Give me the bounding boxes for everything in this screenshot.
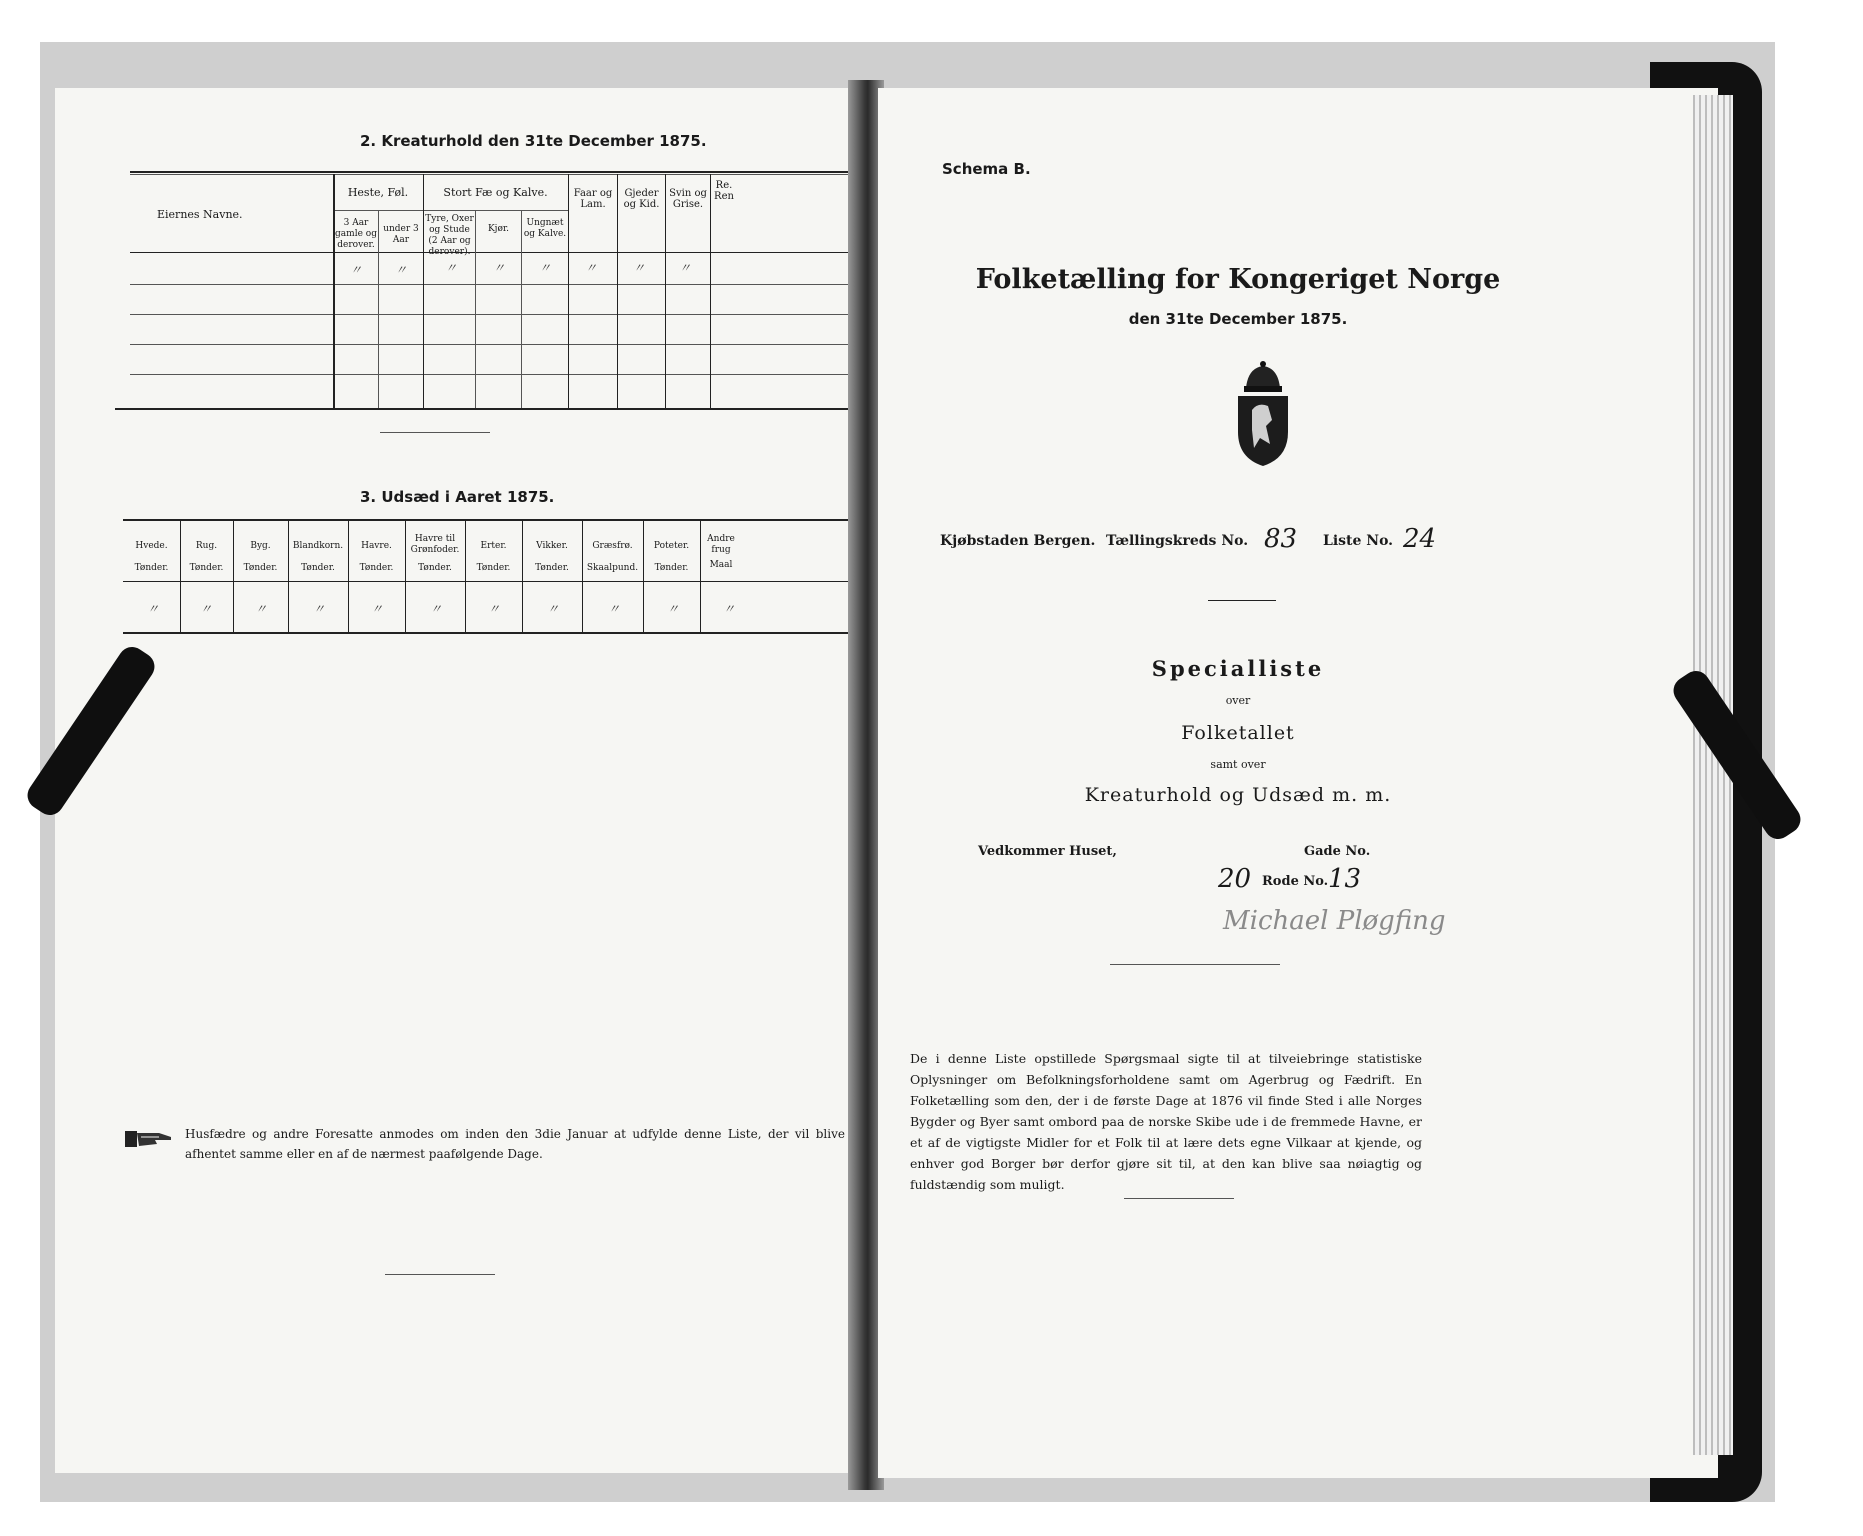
ditto-mark: 〃 (350, 263, 363, 277)
unit-label: Tønder. (243, 563, 278, 573)
rode-label: Rode No. (1262, 874, 1329, 889)
column-header: Tyre, Oxer og Stude (2 Aar og derover). (425, 214, 474, 257)
livestock-divider (710, 174, 711, 408)
livestock-bottom-rule (115, 408, 855, 410)
unit-label: Tønder. (535, 563, 569, 573)
unit-label: Maal (709, 560, 733, 570)
ditto-mark: 〃 (547, 602, 560, 616)
column-header: Svin og Grise. (669, 188, 707, 210)
sowing-divider (465, 519, 466, 632)
column-header: 3 Aar gamle og derover. (335, 218, 377, 250)
livestock-row-4 (130, 374, 850, 375)
ditto-mark: 〃 (371, 602, 384, 616)
norway-coat-of-arms (1228, 360, 1298, 470)
specialliste-title: Specialliste (1151, 656, 1325, 681)
group-header-cattle: Stort Fæ og Kalve. (443, 186, 548, 199)
list-number: 24 (1403, 524, 1437, 554)
sowing-bottom-rule (123, 632, 853, 634)
notice-text: Husfædre og andre Foresatte anmodes om inden den 3die Januar at udfylde denne Liste, der vil blive afhentet samme eller en af de nærmest paafølgende Dage. (185, 1127, 845, 1161)
crop-header: Havre. (361, 541, 392, 551)
signature: Michael Pløgfing (1223, 906, 1446, 936)
unit-label: Tønder. (476, 563, 511, 573)
livestock-group-rule (333, 210, 568, 211)
street-number-label: Gade No. (1304, 844, 1371, 859)
ditto-mark: 〃 (585, 261, 598, 275)
crop-header: Andre frug (707, 534, 735, 555)
crop-header: Erter. (480, 541, 507, 551)
unit-label: Tønder. (301, 563, 335, 573)
census-title: Folketælling for Kongeriget Norge (975, 264, 1501, 295)
census-date: den 31te December 1875. (1128, 310, 1348, 328)
column-header: Kjør. (487, 224, 510, 234)
census-district-label: Tællingskreds No. (1106, 533, 1249, 549)
column-header: Faar og Lam. (573, 188, 613, 210)
ditto-mark: 〃 (667, 602, 680, 616)
separator-long (1124, 1198, 1234, 1199)
ditto-mark: 〃 (395, 263, 408, 277)
ditto-mark: 〃 (488, 602, 501, 616)
ditto-mark: 〃 (679, 261, 692, 275)
livestock-header-bottom (130, 252, 850, 253)
crop-header: Havre til Grønfoder. (410, 534, 460, 555)
separator-short (380, 432, 490, 433)
livestock-row-2 (130, 314, 850, 315)
ditto-mark: 〃 (200, 602, 213, 616)
ditto-mark: 〃 (147, 602, 160, 616)
livestock-divider (475, 210, 476, 408)
unit-label: Tønder. (189, 563, 224, 573)
sowing-divider (348, 519, 349, 632)
ditto-mark: 〃 (493, 261, 506, 275)
crop-header: Poteter. (653, 541, 690, 551)
rode-number: 13 (1328, 864, 1362, 894)
column-header: under 3 Aar (383, 224, 419, 245)
census-explanation: De i denne Liste opstillede Spørgsmaal sigte til at tilveiebringe statistiske Oplysninger om Befolkningsforholdene samt om Agerbrug og Fædrift. En Folketælling som den, der i de første Dage at 1876 vil finde Sted i alle Norges Bygder og Byer samt ombord paa de norske Skibe ude i de fremmede Havne, er et af de vigtigste Midler for et Folk til at lære dets egne Vilkaar at kjende, og enhver god Borger bør derfor gjøre sit til, at den kan blive saa nøiagtig og fuldstændig som muligt. (910, 1051, 1422, 1192)
samt-over-text: samt over (1210, 758, 1266, 771)
livestock-row-1 (130, 284, 850, 285)
ditto-mark: 〃 (608, 602, 621, 616)
sowing-divider (522, 519, 523, 632)
unit-label: Tønder. (654, 563, 689, 573)
column-header: Re. Ren (714, 180, 734, 202)
crop-header: Græsfrø. (592, 541, 633, 551)
city-label: Kjøbstaden Bergen. (940, 533, 1096, 549)
schema-label: Schema B. (942, 160, 1031, 178)
livestock-row-3 (130, 344, 850, 345)
sowing-divider (582, 519, 583, 632)
over-text: over (1225, 694, 1251, 707)
ditto-mark: 〃 (313, 602, 326, 616)
unit-label: Tønder. (418, 563, 452, 573)
separator-long (1110, 964, 1280, 965)
crop-header: Blandkorn. (292, 541, 344, 551)
sowing-heading: 3. Udsæd i Aaret 1875. (360, 488, 555, 506)
ditto-mark: 〃 (633, 261, 646, 275)
ditto-mark: 〃 (430, 602, 443, 616)
unit-label: Tønder. (134, 563, 169, 573)
sowing-divider (233, 519, 234, 632)
owner-column-header: Eiernes Navne. (157, 208, 243, 221)
livestock-divider (423, 174, 424, 408)
column-header: Ungnæt og Kalve. (523, 218, 567, 239)
right-page (878, 88, 1718, 1478)
column-header: Gjeder og Kid. (623, 188, 660, 210)
sowing-divider (288, 519, 289, 632)
rode-prefix: 20 (1218, 864, 1252, 894)
ditto-mark: 〃 (539, 261, 552, 275)
vedkommer-huset-label: Vedkommer Huset, (978, 844, 1117, 859)
ditto-mark: 〃 (255, 602, 268, 616)
livestock-heading: 2. Kreaturhold den 31te December 1875. (360, 132, 707, 150)
separator-short (385, 1274, 495, 1275)
ditto-mark: 〃 (445, 261, 458, 275)
separator-short (1208, 600, 1276, 601)
group-header-horses: Heste, Føl. (347, 186, 409, 199)
crop-header: Rug. (195, 541, 218, 551)
kreaturhold-text: Kreaturhold og Udsæd m. m. (1084, 784, 1392, 806)
unit-label: Skaalpund. (586, 563, 639, 573)
pointing-hand-icon (125, 1128, 175, 1150)
left-page (55, 88, 855, 1473)
sowing-divider (643, 519, 644, 632)
crop-header: Byg. (250, 541, 271, 551)
folketallet-text: Folketallet (1181, 722, 1295, 744)
unit-label: Tønder. (359, 563, 394, 573)
livestock-header-rule (130, 174, 850, 175)
livestock-divider-owner (333, 174, 335, 408)
crop-header: Hvede. (135, 541, 168, 551)
sowing-divider (180, 519, 181, 632)
crop-header: Vikker. (536, 541, 568, 551)
list-label: Liste No. (1323, 533, 1394, 549)
ditto-mark: 〃 (723, 602, 736, 616)
livestock-top-rule (130, 171, 850, 173)
census-district-number: 83 (1264, 524, 1298, 554)
